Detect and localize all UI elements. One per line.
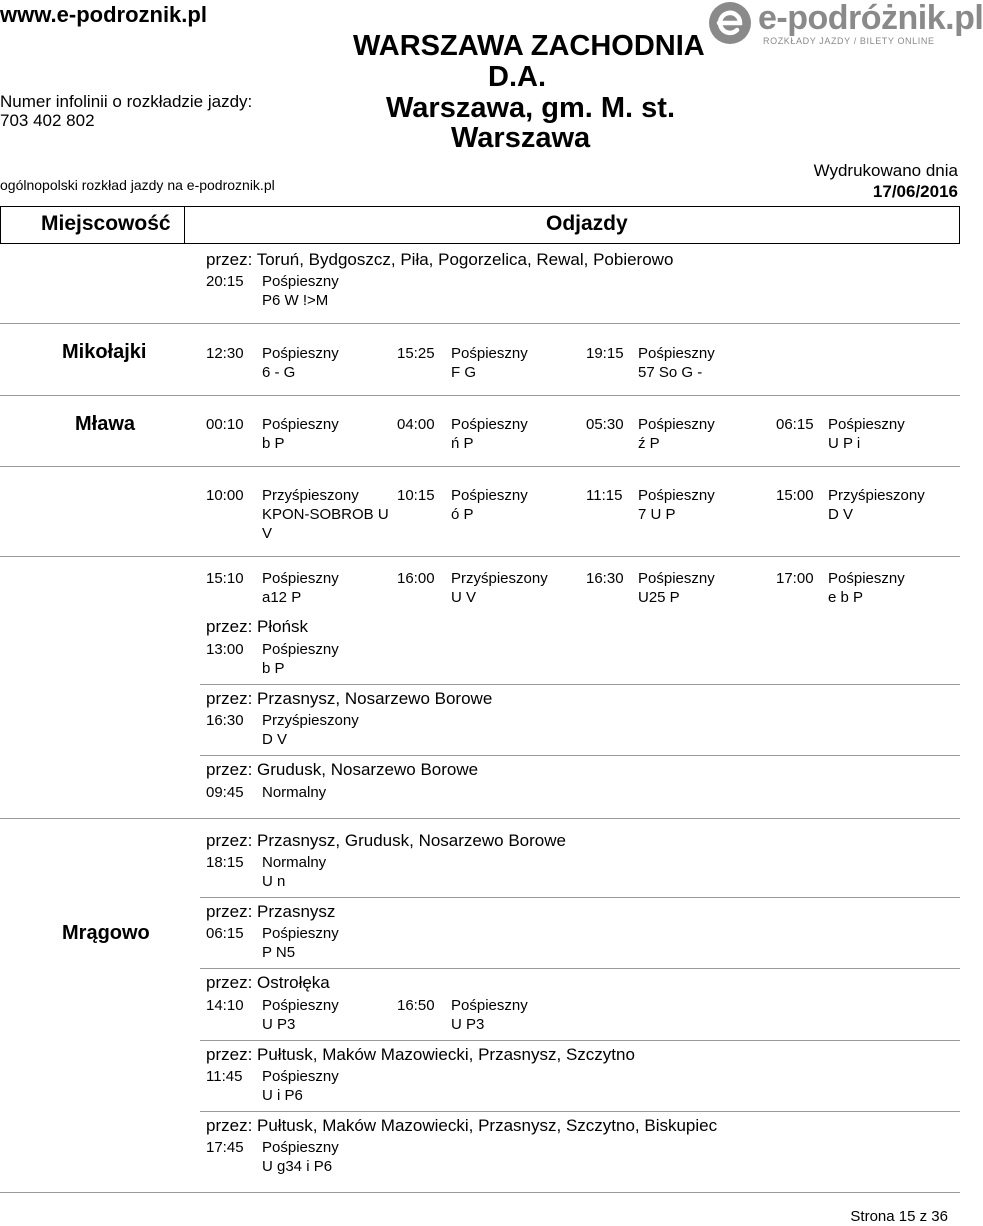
train-type: Normalny [262, 854, 327, 871]
departure-time: 16:00 [397, 570, 435, 587]
train-notes-extra: V [262, 525, 273, 542]
train-type: Pośpieszny [262, 273, 339, 290]
train-type: Pośpieszny [638, 345, 715, 362]
train-type: Pośpieszny [262, 345, 339, 362]
train-notes: U P3 [451, 1016, 485, 1033]
row-divider [200, 684, 960, 685]
train-notes: ń P [451, 435, 474, 452]
departure-time: 19:15 [586, 345, 624, 362]
row-divider [0, 395, 960, 396]
train-notes: ó P [451, 506, 474, 523]
printed-date: 17/06/2016 [872, 182, 958, 201]
train-notes: U n [262, 873, 286, 890]
via-route: przez: Przasnysz [206, 902, 336, 921]
town-name: Mława [75, 413, 136, 435]
departure-time: 15:00 [776, 487, 814, 504]
train-type: Pośpieszny [638, 416, 715, 433]
via-route: przez: Toruń, Bydgoszcz, Piła, Pogorzelica, Rewal, Pobierowo [206, 250, 674, 269]
departure-time: 06:15 [206, 925, 244, 942]
train-notes: b P [262, 660, 285, 677]
train-type: Pośpieszny [451, 345, 528, 362]
train-type: Pośpieszny [262, 416, 339, 433]
site-url: www.e-podroznik.pl [0, 2, 207, 27]
train-notes: P6 W !>M [262, 292, 329, 309]
train-type: Przyśpieszony [828, 487, 925, 504]
train-notes: U i P6 [262, 1087, 303, 1104]
departure-time: 12:30 [206, 345, 244, 362]
departure-time: 17:00 [776, 570, 814, 587]
train-type: Przyśpieszony [262, 487, 359, 504]
row-divider [0, 323, 960, 324]
train-notes: U V [451, 589, 477, 606]
departure-time: 11:45 [206, 1068, 243, 1085]
stop-title-line-2: D.A. [488, 61, 546, 93]
printed-label: Wydrukowano dnia [813, 161, 958, 180]
train-notes: KPON-SOBROB U [262, 506, 389, 523]
via-route: przez: Pułtusk, Maków Mazowiecki, Przasnysz, Szczytno [206, 1045, 635, 1064]
departure-time: 15:10 [206, 570, 244, 587]
table-header [0, 206, 960, 244]
infoline-number: 703 402 802 [0, 111, 95, 130]
departure-time: 20:15 [206, 273, 244, 290]
train-notes: e b P [828, 589, 864, 606]
departure-time: 00:10 [206, 416, 244, 433]
train-type: Przyśpieszony [451, 570, 548, 587]
train-notes: b P [262, 435, 285, 452]
column-departures: Odjazdy [546, 212, 628, 235]
departure-time: 05:30 [586, 416, 624, 433]
train-type: Pośpieszny [262, 1068, 339, 1085]
departure-time: 16:30 [206, 712, 244, 729]
row-divider [0, 556, 960, 557]
stop-title-line-4: Warszawa [451, 122, 591, 154]
row-divider [200, 1111, 960, 1112]
departure-time: 14:10 [206, 997, 244, 1014]
train-type: Pośpieszny [451, 487, 528, 504]
departure-time: 11:15 [586, 487, 623, 504]
train-type: Pośpieszny [262, 997, 339, 1014]
train-notes: U P i [828, 435, 861, 452]
departure-time: 15:25 [397, 345, 435, 362]
column-place: Miejscowość [41, 212, 171, 235]
train-type: Pośpieszny [828, 416, 905, 433]
train-type: Pośpieszny [828, 570, 905, 587]
train-notes: 57 So G - [638, 364, 703, 381]
row-divider [0, 1192, 960, 1193]
infoline-label: Numer infolinii o rozkładzie jazdy: [0, 92, 253, 111]
departure-time: 10:15 [397, 487, 435, 504]
via-route: przez: Płońsk [206, 617, 309, 636]
via-route: przez: Pułtusk, Maków Mazowiecki, Przasnysz, Szczytno, Biskupiec [206, 1116, 718, 1135]
via-route: przez: Ostrołęka [206, 973, 330, 992]
row-divider [0, 818, 960, 819]
train-notes: D V [262, 731, 288, 748]
general-caption: ogólnopolski rozkład jazdy na e-podroznik.pl [0, 177, 275, 193]
via-route: przez: Przasnysz, Grudusk, Nosarzewo Borowe [206, 831, 566, 850]
train-notes: a12 P [262, 589, 302, 606]
row-divider [200, 1040, 960, 1041]
train-notes: P N5 [262, 944, 296, 961]
stop-title-line-1: WARSZAWA ZACHODNIA [353, 30, 705, 62]
town-name: Mikołajki [62, 341, 147, 363]
row-divider [200, 897, 960, 898]
logo-text: e-podróżnik.pl [758, 0, 983, 37]
row-divider [0, 466, 960, 467]
departure-time: 13:00 [206, 641, 244, 658]
train-type: Pośpieszny [262, 570, 339, 587]
departure-time: 10:00 [206, 487, 244, 504]
train-notes: D V [828, 506, 854, 523]
departure-time: 16:50 [397, 997, 435, 1014]
train-notes: F G [451, 364, 476, 381]
departure-time: 16:30 [586, 570, 624, 587]
row-divider [200, 755, 960, 756]
e-podroznik-logo [706, 0, 983, 55]
row-divider [200, 968, 960, 969]
via-route: przez: Grudusk, Nosarzewo Borowe [206, 760, 479, 779]
train-type: Pośpieszny [451, 416, 528, 433]
stop-title-line-3: Warszawa, gm. M. st. [386, 92, 675, 124]
departure-time: 17:45 [206, 1139, 244, 1156]
train-notes: 7 U P [638, 506, 676, 523]
train-notes: U P3 [262, 1016, 296, 1033]
train-notes: U25 P [638, 589, 680, 606]
train-type: Pośpieszny [638, 570, 715, 587]
column-separator [184, 207, 185, 243]
page-number: Strona 15 z 36 [850, 1208, 948, 1225]
train-notes: U g34 i P6 [262, 1158, 333, 1175]
departure-time: 09:45 [206, 784, 244, 801]
train-type: Pośpieszny [262, 925, 339, 942]
departure-time: 04:00 [397, 416, 435, 433]
train-type: Pośpieszny [262, 1139, 339, 1156]
train-type: Normalny [262, 784, 327, 801]
train-type: Pośpieszny [262, 641, 339, 658]
town-name: Mrągowo [62, 922, 150, 944]
logo-subtitle: ROZKŁADY JAZDY / BILETY ONLINE [763, 36, 935, 46]
via-route: przez: Przasnysz, Nosarzewo Borowe [206, 689, 493, 708]
train-notes: ź P [638, 435, 660, 452]
train-type: Pośpieszny [451, 997, 528, 1014]
train-type: Przyśpieszony [262, 712, 359, 729]
departure-time: 06:15 [776, 416, 814, 433]
train-notes: 6 - G [262, 364, 296, 381]
train-type: Pośpieszny [638, 487, 715, 504]
departure-time: 18:15 [206, 854, 244, 871]
